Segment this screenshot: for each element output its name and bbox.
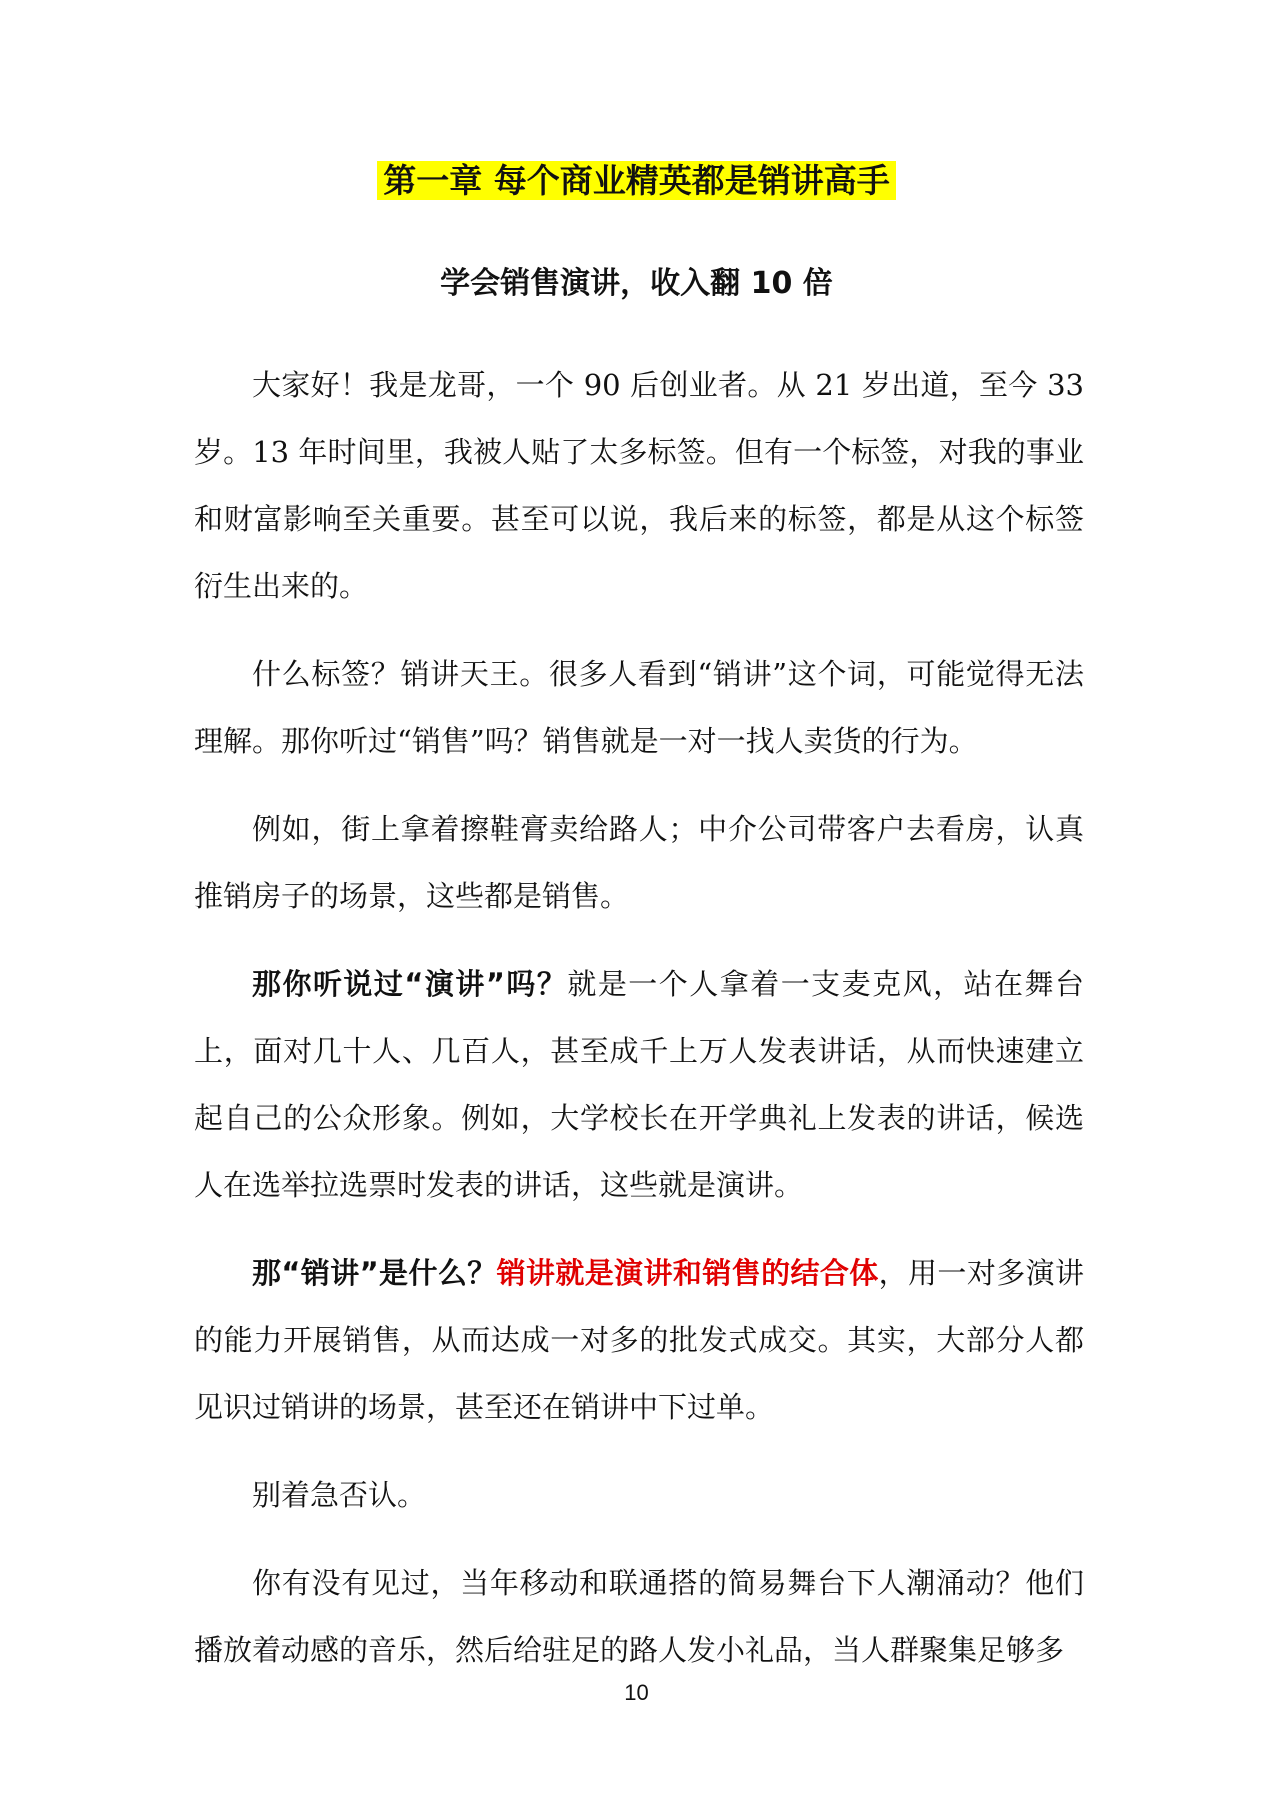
paragraph-1: 大家好！我是龙哥，一个 90 后创业者。从 21 岁出道，至今 33 岁。13 年时间里，我被人贴了太多标签。但有一个标签，对我的事业和财富影响至关重要。甚至可以说，我后来的标签，都是从这个标签衍生出来的。 [194, 368, 1084, 603]
paragraph-4 [194, 951, 1084, 1219]
chapter-title-highlight: 第一章 每个商业精英都是销讲高手 [377, 161, 896, 200]
paragraph-7: 你有没有见过，当年移动和联通搭的简易舞台下人潮涌动？他们播放着动感的音乐，然后给驻足的路人发小礼品，当人群聚集足够多 [194, 1566, 1084, 1667]
page-number: 10 [624, 1680, 649, 1705]
body-text [194, 352, 1084, 1705]
chapter-title [0, 154, 1273, 208]
paragraph-3: 例如，街上拿着擦鞋膏卖给路人；中介公司带客户去看房，认真推销房子的场景，这些都是销售。 [194, 812, 1084, 913]
section-title: 学会销售演讲，收入翻 10 倍 [440, 266, 833, 301]
paragraph-5-red-emphasis: 销讲就是演讲和销售的结合体 [496, 1256, 879, 1290]
paragraph-5-bold-lead: 那“销讲”是什么？ [252, 1256, 497, 1290]
paragraph-5 [194, 1240, 1084, 1441]
paragraph-6: 别着急否认。 [252, 1478, 427, 1512]
paragraph-4-bold-lead: 那你听说过“演讲”吗？ [252, 967, 568, 1001]
paragraph-5-text: ，用一对多演讲的能力开展销售，从而达成一对多的批发式成交。其实，大部分人都见识过销讲的场景，甚至还在销讲中下过单。 [194, 1256, 1084, 1424]
paragraph-4-text: 就是一个人拿着一支麦克风，站在舞台上，面对几十人、几百人，甚至成千上万人发表讲话，从而快速建立起自己的公众形象。例如，大学校长在开学典礼上发表的讲话，候选人在选举拉选票时发表的讲话，这些就是演讲。 [194, 967, 1084, 1202]
paragraph-2: 什么标签？销讲天王。很多人看到“销讲”这个词，可能觉得无法理解。那你听过“销售”吗？销售就是一对一找人卖货的行为。 [194, 657, 1084, 758]
